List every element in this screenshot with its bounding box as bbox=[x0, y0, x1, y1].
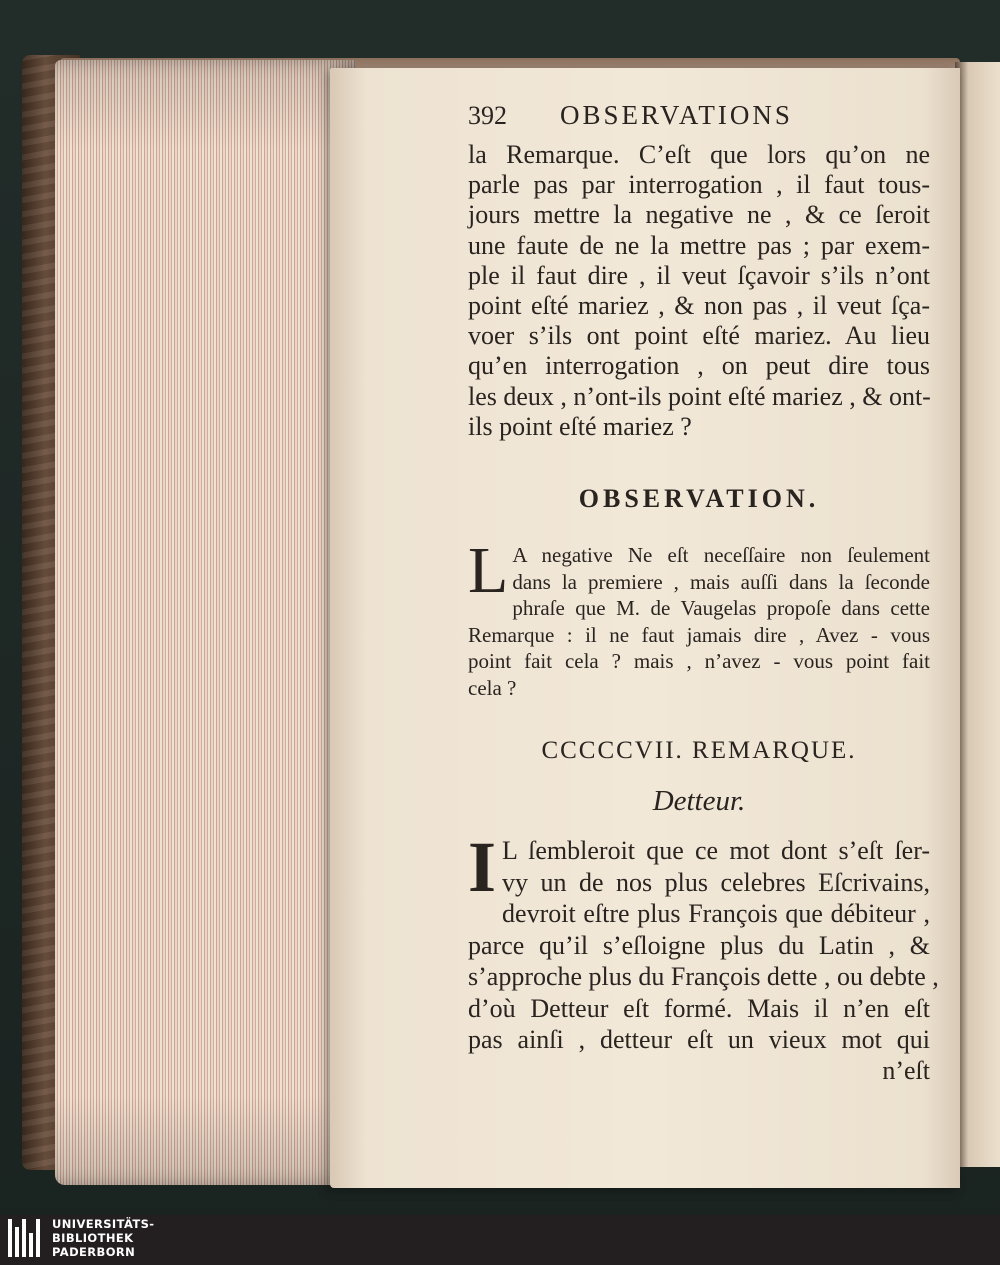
catchword: n’eſt bbox=[882, 1055, 930, 1085]
text-line: A negative Ne eſt neceſſaire non ſeulement bbox=[512, 543, 930, 568]
logo-line: BIBLIOTHEK bbox=[52, 1231, 134, 1245]
page-text bbox=[468, 100, 939, 1086]
intro-paragraph bbox=[468, 140, 930, 442]
remarque-paragraph bbox=[468, 827, 939, 1086]
page-number: 392 bbox=[468, 101, 507, 130]
text-line: parce qu’il s’eſloigne plus du Latin , & bbox=[468, 930, 930, 960]
text-line: voer s’ils ont point eſté mariez. Au lieu bbox=[468, 321, 930, 351]
text-line: s’approche plus du François dette , ou debte , bbox=[468, 962, 939, 992]
text-line: les deux , n’ont-ils point eſté mariez , & ont- bbox=[468, 381, 931, 411]
library-logo-text bbox=[52, 1217, 154, 1259]
drop-cap: I bbox=[468, 827, 497, 908]
observation-heading: OBSERVATION. bbox=[578, 484, 820, 514]
text-line: L ſembleroit que ce mot dont s’eſt ſer- bbox=[502, 836, 930, 866]
library-logo-icon bbox=[8, 1219, 44, 1257]
drop-cap: L bbox=[468, 534, 509, 608]
book-page bbox=[330, 68, 960, 1188]
text-line: jours mettre la negative ne , & ce ſeroit bbox=[468, 200, 930, 230]
text-line: dans la premiere , mais auſſi dans la ſeconde bbox=[512, 569, 930, 594]
page-fore-edge bbox=[55, 60, 355, 1185]
remarque-heading: CCCCCVII. REMARQUE. bbox=[541, 737, 857, 765]
logo-line: PADERBORN bbox=[52, 1245, 136, 1259]
text-line: point fait cela ? mais , n’avez - vous point fait bbox=[468, 649, 930, 674]
page-header bbox=[468, 100, 930, 140]
text-line: qu’en interrogation , on peut dire tous bbox=[468, 351, 930, 381]
text-line: parle pas par interrogation , il faut tous- bbox=[468, 170, 930, 200]
remarque-subheading: Detteur. bbox=[652, 785, 746, 818]
text-line: d’où Detteur eſt formé. Mais il n’en eſt bbox=[468, 993, 930, 1023]
text-line: la Remarque. C’eſt que lors qu’on ne bbox=[468, 140, 930, 169]
text-line: pas ainſi , detteur eſt un vieux mot qui bbox=[468, 1025, 930, 1055]
logo-line: UNIVERSITÄTS- bbox=[52, 1217, 155, 1231]
observation-paragraph bbox=[468, 534, 930, 701]
facing-page-edge bbox=[955, 62, 1000, 1167]
running-title: OBSERVATIONS bbox=[560, 100, 793, 130]
text-line: Remarque : il ne faut jamais dire , Avez - vous bbox=[468, 622, 930, 647]
text-line: une faute de ne la mettre pas ; par exem- bbox=[468, 230, 930, 260]
text-line: ple il faut dire , il veut ſçavoir s’ils n’ont bbox=[468, 260, 930, 290]
text-line: vy un de nos plus celebres Eſcrivains, bbox=[502, 867, 930, 897]
text-line: cela ? bbox=[468, 675, 517, 700]
text-line: phraſe que M. de Vaugelas propoſe dans cette bbox=[512, 596, 930, 621]
text-line: devroit eſtre plus François que débiteur , bbox=[502, 899, 930, 929]
library-footer bbox=[0, 1215, 1000, 1265]
text-line: point eſté mariez , & non pas , il veut ſça- bbox=[468, 291, 930, 321]
text-line: ils point eſté mariez ? bbox=[468, 411, 692, 441]
